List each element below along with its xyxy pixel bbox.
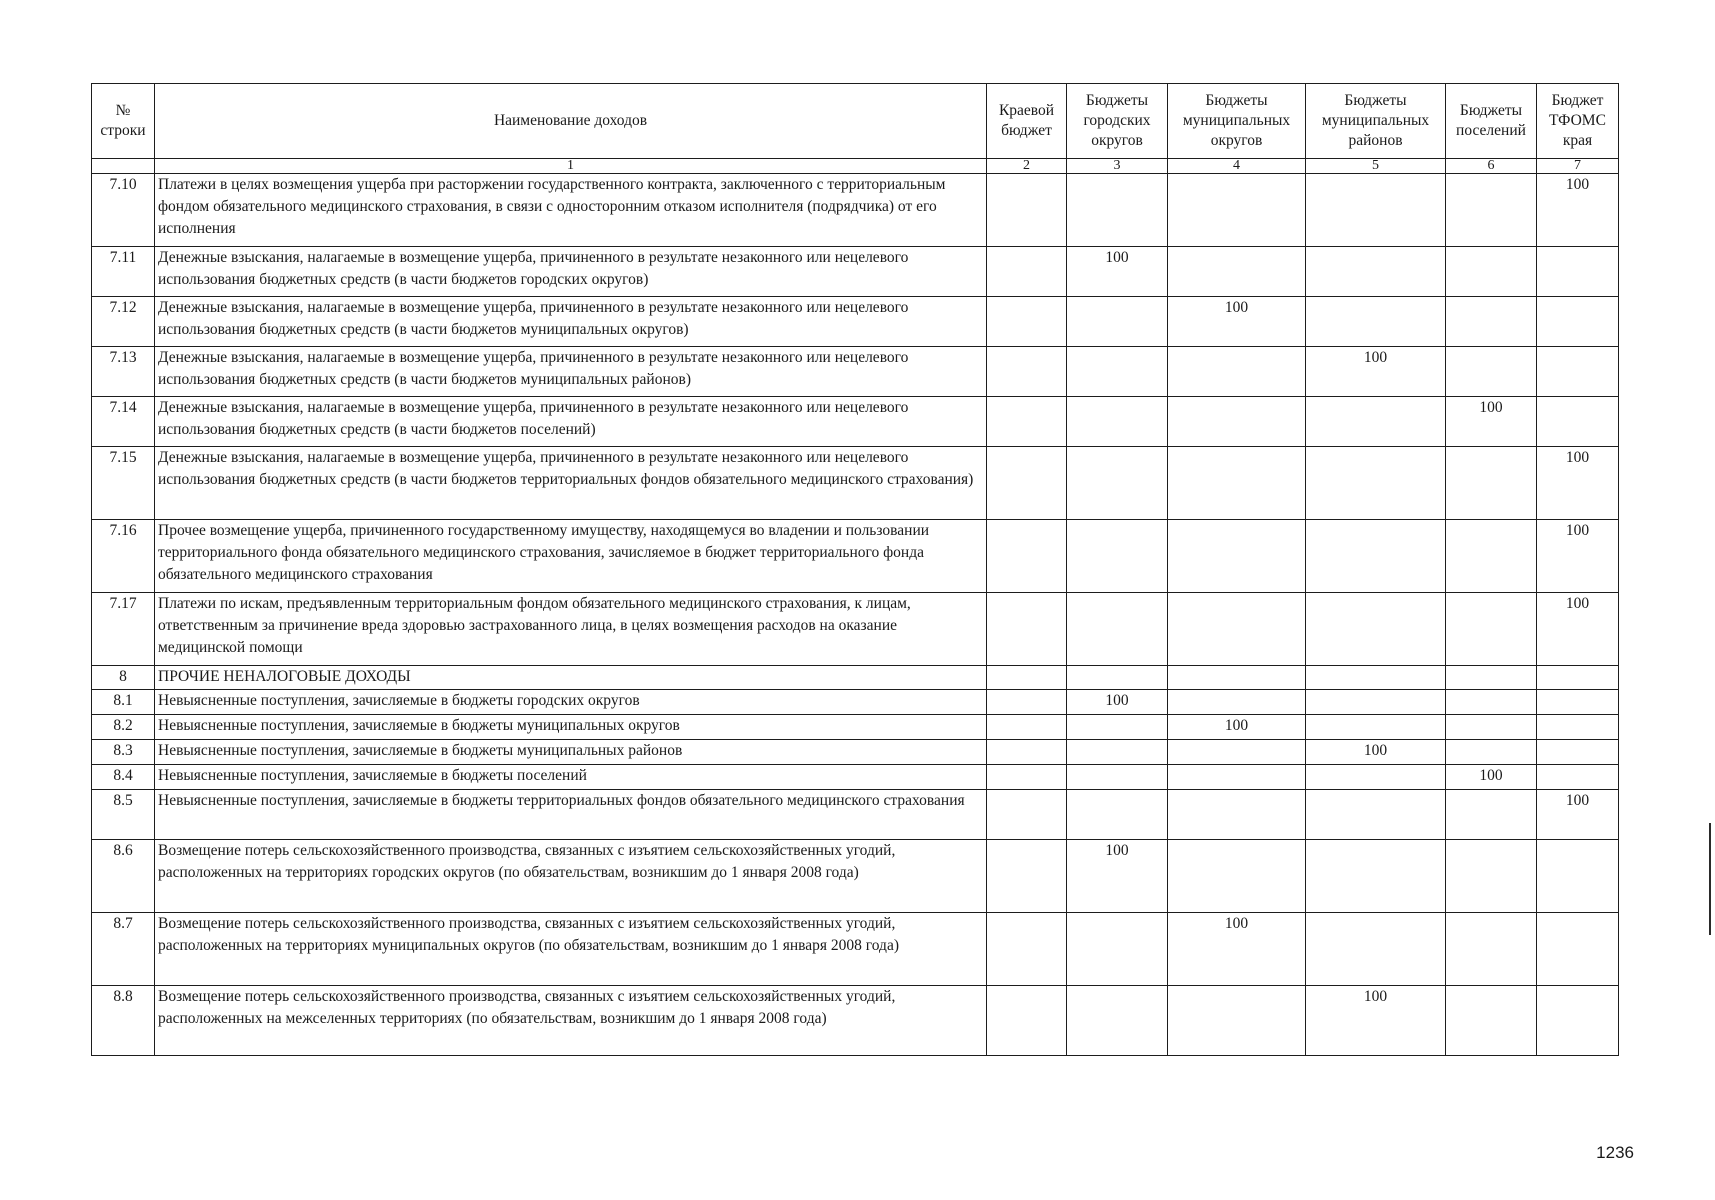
budget-table-sheet [91, 83, 1618, 1056]
share-value [1537, 715, 1619, 740]
share-value: 100 [1168, 913, 1306, 986]
share-value [1306, 690, 1446, 715]
column-number: 2 [987, 159, 1067, 174]
revenue-name: ПРОЧИЕ НЕНАЛОГОВЫЕ ДОХОДЫ [155, 666, 987, 690]
header-row-number: № строки [92, 84, 155, 159]
share-value [1168, 347, 1306, 397]
row-number: 7.17 [92, 593, 155, 666]
column-number: 7 [1537, 159, 1619, 174]
share-value [987, 347, 1067, 397]
header-settlements: Бюджеты поселений [1446, 84, 1537, 159]
revenue-name: Денежные взыскания, налагаемые в возмещение ущерба, причиненного в результате незаконного или нецелевого использования бюджетных средств (в части бюджетов территориальных фондов обязательного медицинского страхования) [155, 447, 987, 520]
share-value: 100 [1537, 520, 1619, 593]
table-row [92, 174, 1619, 247]
header-municipal-districts: Бюджеты муниципальных округов [1168, 84, 1306, 159]
share-value [987, 520, 1067, 593]
column-number: 1 [155, 159, 987, 174]
column-number-row [92, 159, 1619, 174]
share-value [1537, 913, 1619, 986]
share-value [1537, 690, 1619, 715]
share-value: 100 [1067, 690, 1168, 715]
share-value [1067, 593, 1168, 666]
row-number: 8.1 [92, 690, 155, 715]
share-value: 100 [1446, 397, 1537, 447]
revenue-name: Возмещение потерь сельскохозяйственного производства, связанных с изъятием сельскохозяйственных угодий, расположенных на межселенных территориях (по обязательствам, возникшим до 1 января 2008 года) [155, 986, 987, 1056]
revenue-name: Возмещение потерь сельскохозяйственного производства, связанных с изъятием сельскохозяйственных угодий, расположенных на территориях городских округов (по обязательствам, возникшим до 1 января 2008 года) [155, 840, 987, 913]
table-row [92, 666, 1619, 690]
share-value [1306, 174, 1446, 247]
share-value [1168, 447, 1306, 520]
share-value [1306, 913, 1446, 986]
share-value [987, 297, 1067, 347]
share-value [1306, 247, 1446, 297]
share-value [987, 790, 1067, 840]
share-value [1537, 666, 1619, 690]
row-number: 7.13 [92, 347, 155, 397]
revenue-name: Невыясненные поступления, зачисляемые в бюджеты поселений [155, 765, 987, 790]
table-body [92, 174, 1619, 1056]
share-value [987, 840, 1067, 913]
share-value [1067, 986, 1168, 1056]
revenue-name: Платежи в целях возмещения ущерба при расторжении государственного контракта, заключенного с территориальным фондом обязательного медицинского страхования, в связи с односторонним отказом исполнителя (подрядчика) от его исполнения [155, 174, 987, 247]
column-number: 5 [1306, 159, 1446, 174]
share-value [1537, 397, 1619, 447]
row-number: 8.2 [92, 715, 155, 740]
revenue-name: Невыясненные поступления, зачисляемые в бюджеты городских округов [155, 690, 987, 715]
share-value [987, 447, 1067, 520]
revenue-name: Денежные взыскания, налагаемые в возмещение ущерба, причиненного в результате незаконного или нецелевого использования бюджетных средств (в части бюджетов поселений) [155, 397, 987, 447]
share-value [1168, 986, 1306, 1056]
revenue-name: Денежные взыскания, налагаемые в возмещение ущерба, причиненного в результате незаконного или нецелевого использования бюджетных средств (в части бюджетов муниципальных районов) [155, 347, 987, 397]
table-row [92, 690, 1619, 715]
share-value [1067, 397, 1168, 447]
share-value: 100 [1067, 247, 1168, 297]
revenue-name: Платежи по искам, предъявленным территориальным фондом обязательного медицинского страхования, к лицам, ответственным за причинение вреда здоровью застрахованного лица, в целях возмещения расходов на оказание медицинской помощи [155, 593, 987, 666]
share-value [1168, 593, 1306, 666]
share-value [987, 174, 1067, 247]
table-row [92, 347, 1619, 397]
share-value [1306, 715, 1446, 740]
row-number: 8.5 [92, 790, 155, 840]
share-value [1446, 347, 1537, 397]
share-value [987, 715, 1067, 740]
share-value [1306, 520, 1446, 593]
share-value [1306, 765, 1446, 790]
share-value [1067, 666, 1168, 690]
row-number: 8.4 [92, 765, 155, 790]
table-row [92, 790, 1619, 840]
share-value [1067, 913, 1168, 986]
share-value [1446, 447, 1537, 520]
row-number: 8.6 [92, 840, 155, 913]
share-value [1446, 174, 1537, 247]
revenue-name: Денежные взыскания, налагаемые в возмещение ущерба, причиненного в результате незаконного или нецелевого использования бюджетных средств (в части бюджетов городских округов) [155, 247, 987, 297]
share-value [987, 913, 1067, 986]
share-value [1306, 666, 1446, 690]
header-municipal-regions: Бюджеты муниципальных районов [1306, 84, 1446, 159]
share-value: 100 [1168, 297, 1306, 347]
column-number [92, 159, 155, 174]
share-value [1446, 740, 1537, 765]
share-value: 100 [1067, 840, 1168, 913]
share-value [1537, 765, 1619, 790]
share-value: 100 [1306, 986, 1446, 1056]
share-value: 100 [1306, 740, 1446, 765]
share-value [1306, 447, 1446, 520]
share-value [1446, 913, 1537, 986]
row-number: 8.8 [92, 986, 155, 1056]
share-value [987, 986, 1067, 1056]
column-number: 4 [1168, 159, 1306, 174]
share-value [1446, 715, 1537, 740]
share-value: 100 [1537, 593, 1619, 666]
share-value [987, 593, 1067, 666]
share-value [1067, 790, 1168, 840]
share-value [1306, 790, 1446, 840]
share-value [987, 765, 1067, 790]
share-value [1446, 247, 1537, 297]
share-value [1067, 740, 1168, 765]
revenue-name: Невыясненные поступления, зачисляемые в бюджеты муниципальных округов [155, 715, 987, 740]
share-value [1446, 790, 1537, 840]
share-value: 100 [1537, 790, 1619, 840]
share-value [1067, 520, 1168, 593]
share-value [1067, 174, 1168, 247]
header-revenue-name: Наименование доходов [155, 84, 987, 159]
share-value [1168, 520, 1306, 593]
header-row [92, 84, 1619, 159]
row-number: 7.11 [92, 247, 155, 297]
table-row [92, 447, 1619, 520]
header-tfoms: Бюджет ТФОМС края [1537, 84, 1619, 159]
share-value [987, 247, 1067, 297]
share-value [1537, 740, 1619, 765]
share-value [1168, 740, 1306, 765]
share-value [1537, 986, 1619, 1056]
share-value: 100 [1168, 715, 1306, 740]
share-value [1446, 986, 1537, 1056]
share-value [1446, 593, 1537, 666]
table-row [92, 765, 1619, 790]
revenue-name: Возмещение потерь сельскохозяйственного производства, связанных с изъятием сельскохозяйственных угодий, расположенных на территориях муниципальных округов (по обязательствам, возникшим до 1 января 2008 года) [155, 913, 987, 986]
share-value [1168, 765, 1306, 790]
table-row [92, 986, 1619, 1056]
share-value [1067, 715, 1168, 740]
share-value: 100 [1537, 174, 1619, 247]
share-value [1306, 297, 1446, 347]
share-value [987, 690, 1067, 715]
row-number: 7.16 [92, 520, 155, 593]
share-value [1306, 397, 1446, 447]
row-number: 7.15 [92, 447, 155, 520]
share-value [1446, 520, 1537, 593]
share-value [1168, 790, 1306, 840]
share-value [1306, 840, 1446, 913]
share-value [1537, 297, 1619, 347]
table-row [92, 593, 1619, 666]
column-number: 3 [1067, 159, 1168, 174]
share-value [1067, 347, 1168, 397]
share-value [1306, 593, 1446, 666]
header-regional-budget: Краевой бюджет [987, 84, 1067, 159]
page-number: 1236 [1596, 1143, 1634, 1162]
share-value [1067, 765, 1168, 790]
table-row [92, 913, 1619, 986]
share-value [987, 666, 1067, 690]
row-number: 8.3 [92, 740, 155, 765]
row-number: 7.14 [92, 397, 155, 447]
share-value: 100 [1446, 765, 1537, 790]
share-value [1537, 840, 1619, 913]
share-value [1446, 690, 1537, 715]
header-city-districts: Бюджеты городских округов [1067, 84, 1168, 159]
share-value [1537, 247, 1619, 297]
table-row [92, 715, 1619, 740]
scan-edge-mark [1709, 823, 1711, 935]
table-row [92, 520, 1619, 593]
share-value [1067, 447, 1168, 520]
share-value [1067, 297, 1168, 347]
row-number: 8.7 [92, 913, 155, 986]
row-number: 7.10 [92, 174, 155, 247]
table-row [92, 297, 1619, 347]
share-value [987, 397, 1067, 447]
share-value [1168, 397, 1306, 447]
share-value [1168, 174, 1306, 247]
row-number: 8 [92, 666, 155, 690]
revenue-name: Невыясненные поступления, зачисляемые в бюджеты территориальных фондов обязательного медицинского страхования [155, 790, 987, 840]
share-value [1446, 666, 1537, 690]
share-value [987, 740, 1067, 765]
column-number: 6 [1446, 159, 1537, 174]
share-value [1446, 297, 1537, 347]
share-value [1168, 840, 1306, 913]
revenue-name: Невыясненные поступления, зачисляемые в бюджеты муниципальных районов [155, 740, 987, 765]
table-row [92, 740, 1619, 765]
revenue-distribution-table [91, 83, 1619, 1056]
table-row [92, 397, 1619, 447]
table-row [92, 840, 1619, 913]
share-value [1168, 666, 1306, 690]
row-number: 7.12 [92, 297, 155, 347]
share-value: 100 [1306, 347, 1446, 397]
share-value [1168, 690, 1306, 715]
revenue-name: Прочее возмещение ущерба, причиненного государственному имуществу, находящемуся во владении и пользовании территориального фонда обязательного медицинского страхования, зачисляемое в бюджет территориального фонда обязательного медицинского страхования [155, 520, 987, 593]
share-value [1537, 347, 1619, 397]
share-value: 100 [1537, 447, 1619, 520]
table-row [92, 247, 1619, 297]
share-value [1168, 247, 1306, 297]
revenue-name: Денежные взыскания, налагаемые в возмещение ущерба, причиненного в результате незаконного или нецелевого использования бюджетных средств (в части бюджетов муниципальных округов) [155, 297, 987, 347]
share-value [1446, 840, 1537, 913]
